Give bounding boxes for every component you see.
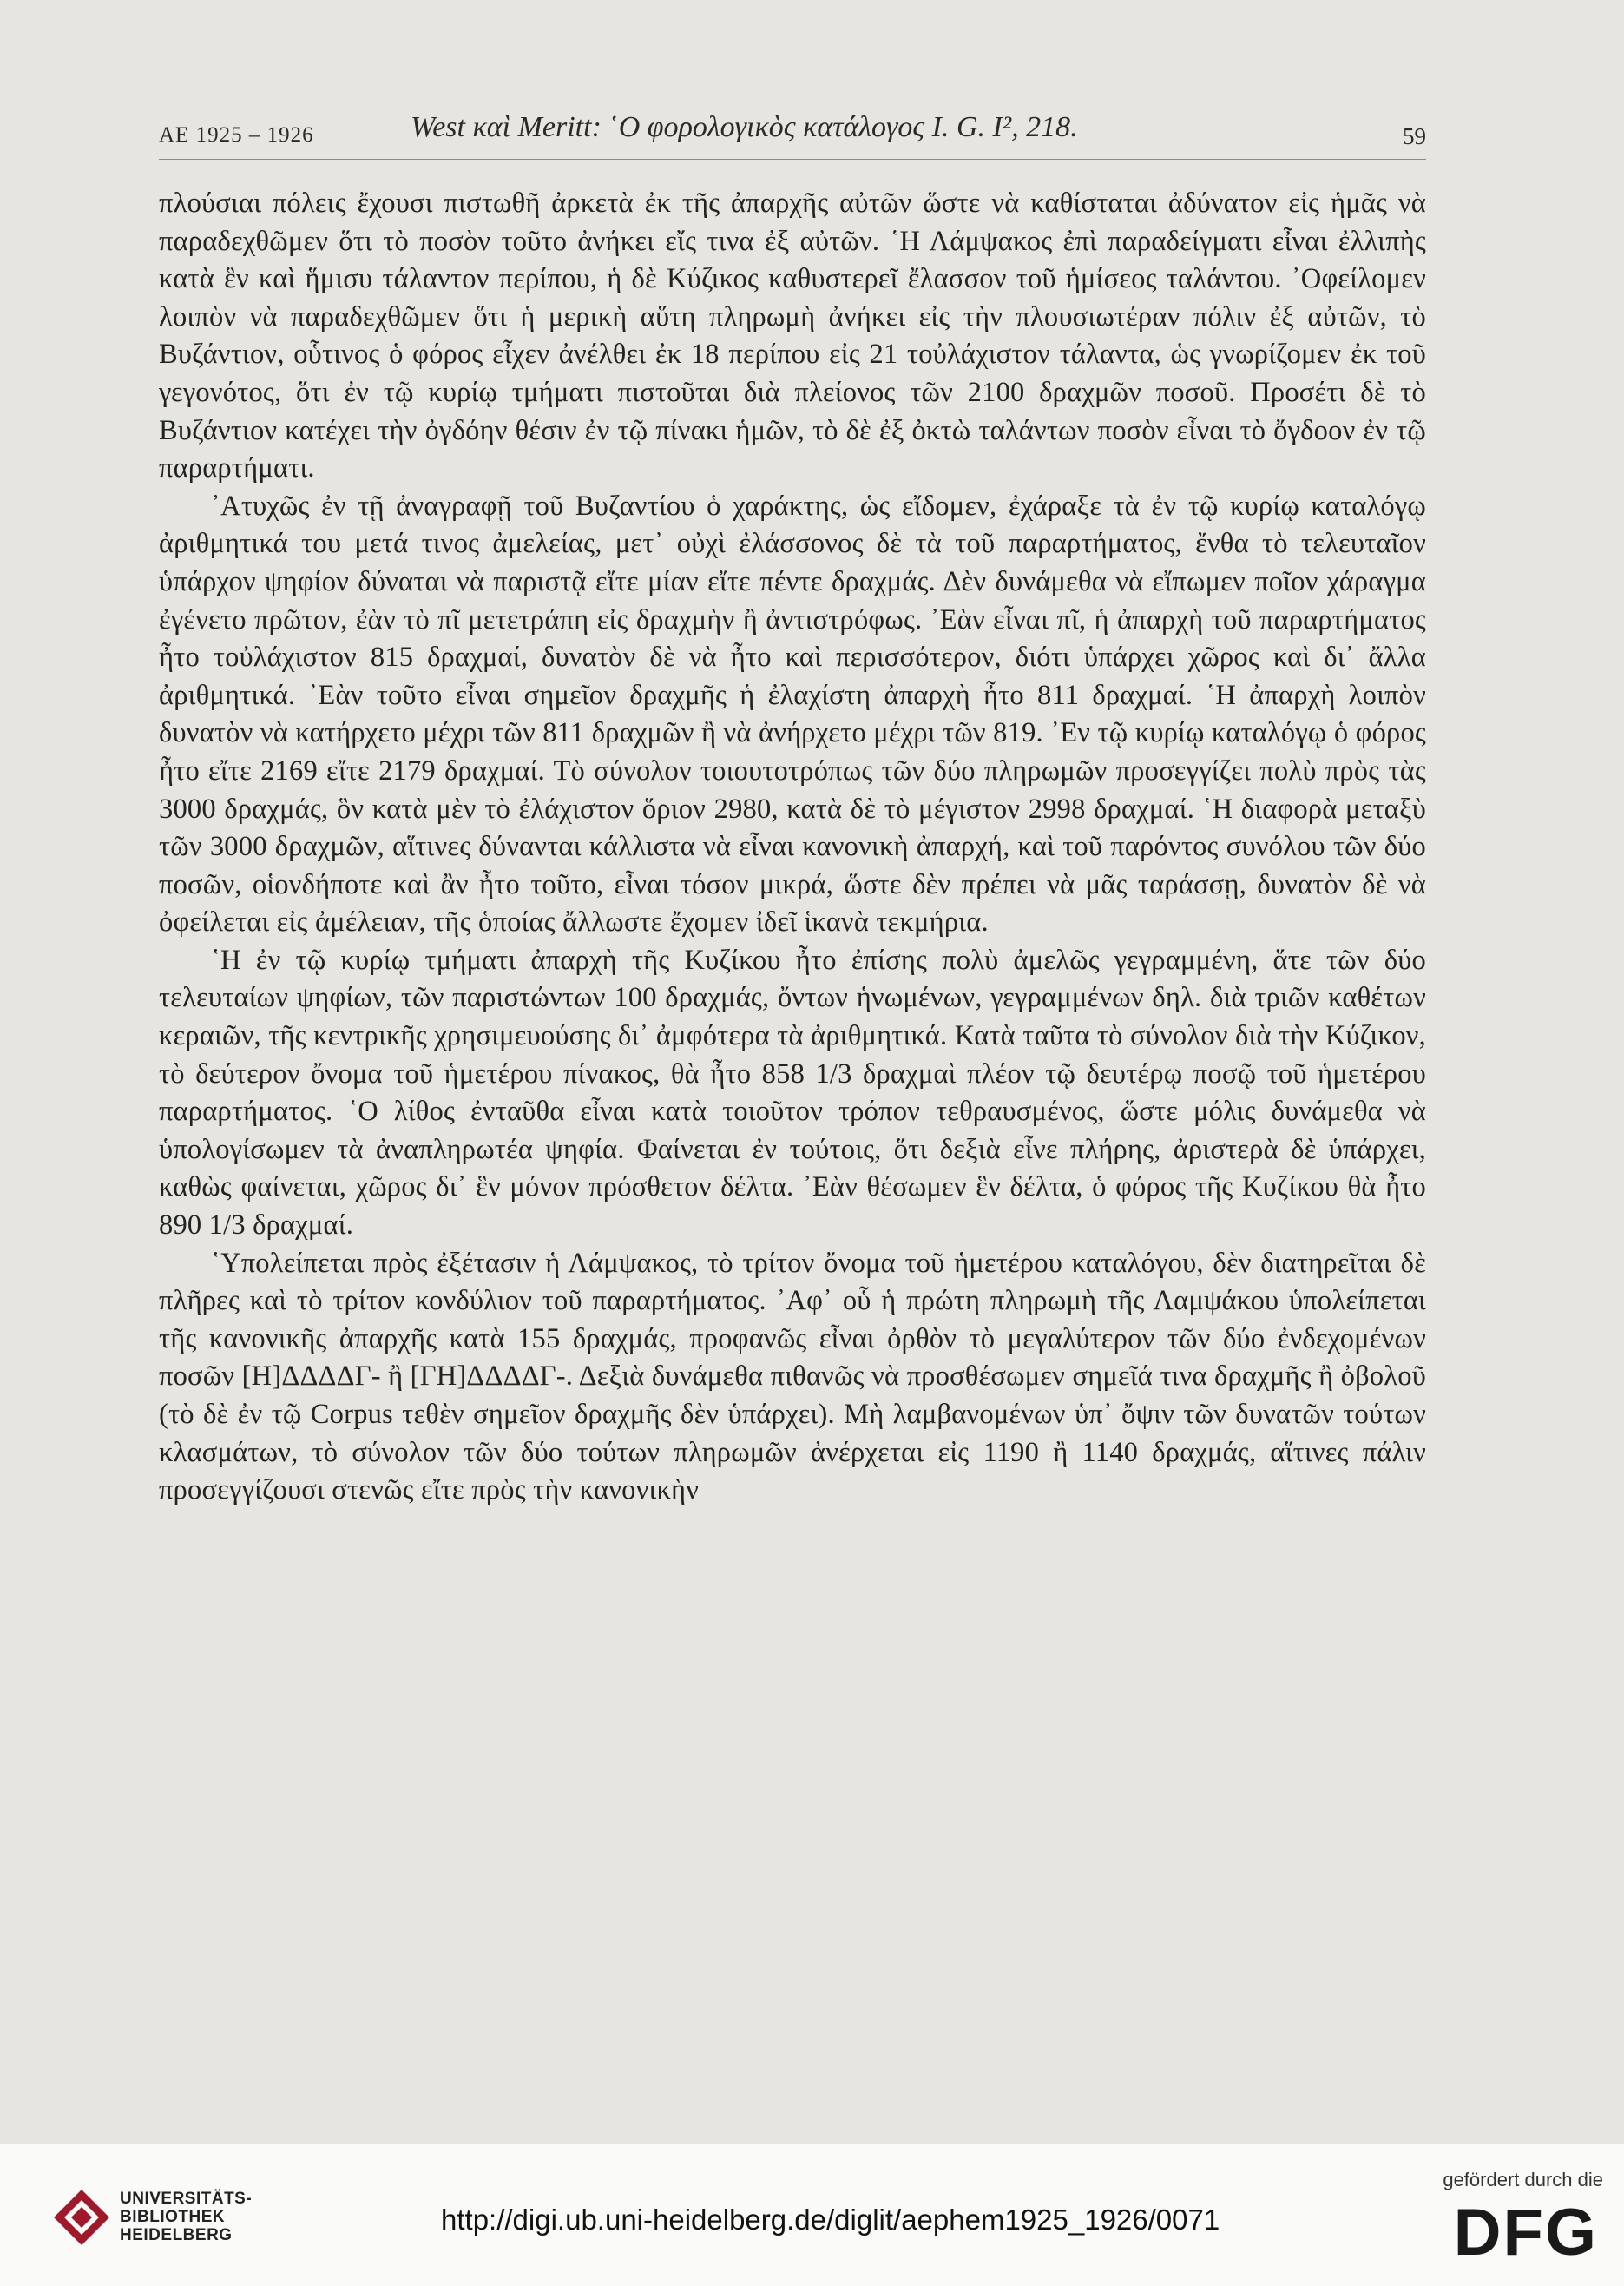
paragraph-3: ῾Η ἐν τῷ κυρίῳ τμήματι ἀπαρχὴ τῆς Κυζίκου ἦτο ἐπίσης πολὺ ἀμελῶς γεγραμμένη, ἅτε τῶν δύο τελευταίων ψηφίων, τῶν παριστώντων 100 δραχμάς, ὄντων ἡνωμένων, γεγραμμένων δηλ. διὰ τριῶν καθέτων κεραιῶν, τῆς κεντρικῆς χρησιμευούσης δι᾿ ἀμφότερα τὰ ἀριθμητικά. Κατὰ ταῦτα τὸ σύνολον διὰ τὴν Κύζικον, τὸ δεύτερον ὄνομα τοῦ ἡμετέρου πίνακος, θὰ ἦτο 858 1/3 δραχμαὶ πλέον τῷ δευτέρῳ ποσῷ τοῦ ἡμετέρου παραρτήματος. ῾Ο λίθος ἐνταῦθα εἶναι κατὰ τοιοῦτον τρόπον τεθραυσμένος, ὥστε μόλις δυνάμεθα νὰ ὑπολογίσωμεν τὰ ἀναπληρωτέα ψηφία. Φαίνεται ἐν τούτοις, ὅτι δεξιὰ εἶνε πλήρης, ἀριστερὰ δὲ ὑπάρχει, καθὼς φαίνεται, χῶρος δι᾿ ἓν μόνον πρόσθετον δέλτα. ᾿Εὰν θέσωμεν ἓν δέλτα, ὁ φόρος τῆς Κυζίκου θὰ ἦτο 890 1/3 δραχμαί. [159, 944, 1426, 1242]
page-number: 59 [1403, 123, 1426, 149]
dfg-logo: DFG [1453, 2196, 1598, 2270]
running-header [159, 111, 1426, 149]
funded-by-label: gefördert durch die [1443, 2169, 1603, 2190]
header-rule-bottom [159, 159, 1426, 160]
library-name [120, 2190, 252, 2244]
library-line-3: HEIDELBERG [120, 2226, 233, 2244]
body-text [159, 185, 1426, 1510]
header-journal: ΑΕ 1925 – 1926 [159, 123, 314, 147]
library-line-1: UNIVERSITÄTS- [120, 2190, 253, 2208]
paragraph-4: ῾Υπολείπεται πρὸς ἐξέτασιν ἡ Λάμψακος, τὸ τρίτον ὄνομα τοῦ ἡμετέρου καταλόγου, δὲν διατηρεῖται δὲ πλῆρες καὶ τὸ τρίτον κονδύλιον τοῦ παραρτήματος. ᾿Αφ᾿ οὗ ἡ πρώτη πληρωμὴ τῆς Λαμψάκου ὑπολείπεται τῆς κανονικῆς ἀπαρχῆς κατὰ 155 δραχμάς, προφανῶς εἶναι ὀρθὸν τὸ μεγαλύτερον τῶν δύο ἐνδεχομένων ποσῶν [Η]ΔΔΔΔΓ- ἢ [ΓΗ]ΔΔΔΔΓ-. Δεξιὰ δυνάμεθα πιθανῶς νὰ προσθέσωμεν σημεῖά τινα δραχμῆς ἢ ὀβολοῦ (τὸ δὲ ἐν τῷ Corpus τεθὲν σημεῖον δραχμῆς δὲν ὑπάρχει). Μὴ λαμβανομένων ὑπ᾿ ὄψιν τῶν δυνατῶν τούτων κλασμάτων, τὸ σύνολον τῶν δύο τούτων πληρωμῶν ἀνέρχεται εἰς 1190 ἢ 1140 δραχμάς, αἵτινες πάλιν προσεγγίζουσι στενῶς εἴτε πρὸς τὴν κανονικὴν [159, 1247, 1426, 1506]
library-line-2: BIBLIOTHEK [120, 2208, 226, 2226]
permalink[interactable]: http://digi.ub.uni-heidelberg.de/diglit/aephem1925_1926/0071 [441, 2204, 1220, 2236]
header-title: West καὶ Meritt: ῾Ο φορολογικὸς κατάλογος I. G. I², 218. [411, 111, 1078, 143]
paragraph-1: πλούσιαι πόλεις ἔχουσι πιστωθῆ ἀρκετὰ ἐκ τῆς ἀπαρχῆς αὐτῶν ὥστε νὰ καθίσταται ἀδύνατον εἰς ἡμᾶς νὰ παραδεχθῶμεν ὅτι τὸ ποσὸν τοῦτο ἀνήκει εἴς τινα ἐξ αὐτῶν. ῾Η Λάμψακος ἐπὶ παραδείγματι εἶναι ἐλλιπὴς κατὰ ἓν καὶ ἥμισυ τάλαντον περίπου, ἡ δὲ Κύζικος καθυστερεῖ ἔλασσον τοῦ ἡμίσεος ταλάντου. ᾿Οφείλομεν λοιπὸν νὰ παραδεχθῶμεν ὅτι ἡ μερικὴ αὕτη πληρωμὴ ἀνήκει εἰς τὴν πλουσιωτέραν πόλιν ἐξ αὐτῶν, τὸ Βυζάντιον, οὗτινος ὁ φόρος εἶχεν ἀνέλθει ἐκ 18 περίπου εἰς 21 τοὐλάχιστον τάλαντα, ὡς γνωρίζομεν ἐκ τοῦ γεγονότος, ὅτι ἐν τῷ κυρίῳ τμήματι πιστοῦται διὰ πλείονος τῶν 2100 δραχμῶν ποσοῦ. Προσέτι δὲ τὸ Βυζάντιον κατέχει τὴν ὀγδόην θέσιν ἐν τῷ πίνακι ἡμῶν, τὸ δὲ ἐξ ὀκτὼ ταλάντων ποσὸν εἶναι τὸ ὄγδοον ἐν τῷ παραρτήματι. [159, 188, 1426, 484]
university-seal-icon [52, 2188, 111, 2247]
viewer-footer [0, 2144, 1624, 2286]
paragraph-2: ᾿Ατυχῶς ἐν τῇ ἀναγραφῇ τοῦ Βυζαντίου ὁ χαράκτης, ὡς εἴδομεν, ἐχάραξε τὰ ἐν τῷ κυρίῳ καταλόγῳ ἀριθμητικά του μετά τινος ἀμελείας, μετ᾿ οὐχὶ ἐλάσσονος δὲ τὰ τοῦ παραρτήματος, ἔνθα τὸ τελευταῖον ὑπάρχον ψηφίον δύναται νὰ παριστᾷ εἴτε μίαν εἴτε πέντε δραχμάς. Δὲν δυνάμεθα νὰ εἴπωμεν ποῖον χάραγμα ἐγένετο πρῶτον, ἐὰν τὸ πῖ μετετράπη εἰς δραχμὴν ἢ ἀντιστρόφως. ᾿Εὰν εἶναι πῖ, ἡ ἀπαρχὴ τοῦ παραρτήματος ἦτο τοὐλάχιστον 815 δραχμαί, δυνατὸν δὲ νὰ ἦτο καὶ περισσότερον, διότι ὑπάρχει χῶρος καὶ δι᾿ ἄλλα ἀριθμητικά. ᾿Εὰν τοῦτο εἶναι σημεῖον δραχμῆς ἡ ἐλαχίστη ἀπαρχὴ ἦτο 811 δραχμαί. ῾Η ἀπαρχὴ λοιπὸν δυνατὸν νὰ κατήρχετο μέχρι τῶν 811 δραχμῶν ἢ νὰ ἀνήρχετο μέχρι τῶν 819. ᾿Εν τῷ κυρίῳ καταλόγῳ ὁ φόρος ἦτο εἴτε 2169 εἴτε 2179 δραχμαί. Τὸ σύνολον τοιουτοτρόπως τῶν δύο πληρωμῶν προσεγγίζει πολὺ πρὸς τὰς 3000 δραχμάς, ὃν κατὰ μὲν τὸ ἐλάχιστον ὅριον 2980, κατὰ δὲ τὸ μέγιστον 2998 δραχμαί. ῾Η διαφορὰ μεταξὺ τῶν 3000 δραχμῶν, αἵτινες δύνανται κάλλιστα νὰ εἶναι κανονικὴ ἀπαρχή, καὶ τοῦ παρόντος συνόλου τῶν δύο ποσῶν, οἱονδήποτε καὶ ἂν ἦτο τοῦτο, εἶναι τόσον μικρά, ὥστε δὲν πρέπει νὰ μᾶς ταράσσῃ, δυνατὸν δὲ νὰ ὀφείλεται εἰς ἀμέλειαν, τῆς ὁποίας ἄλλωστε ἔχομεν ἰδεῖ ἱκανὰ τεκμήρια. [159, 490, 1426, 939]
